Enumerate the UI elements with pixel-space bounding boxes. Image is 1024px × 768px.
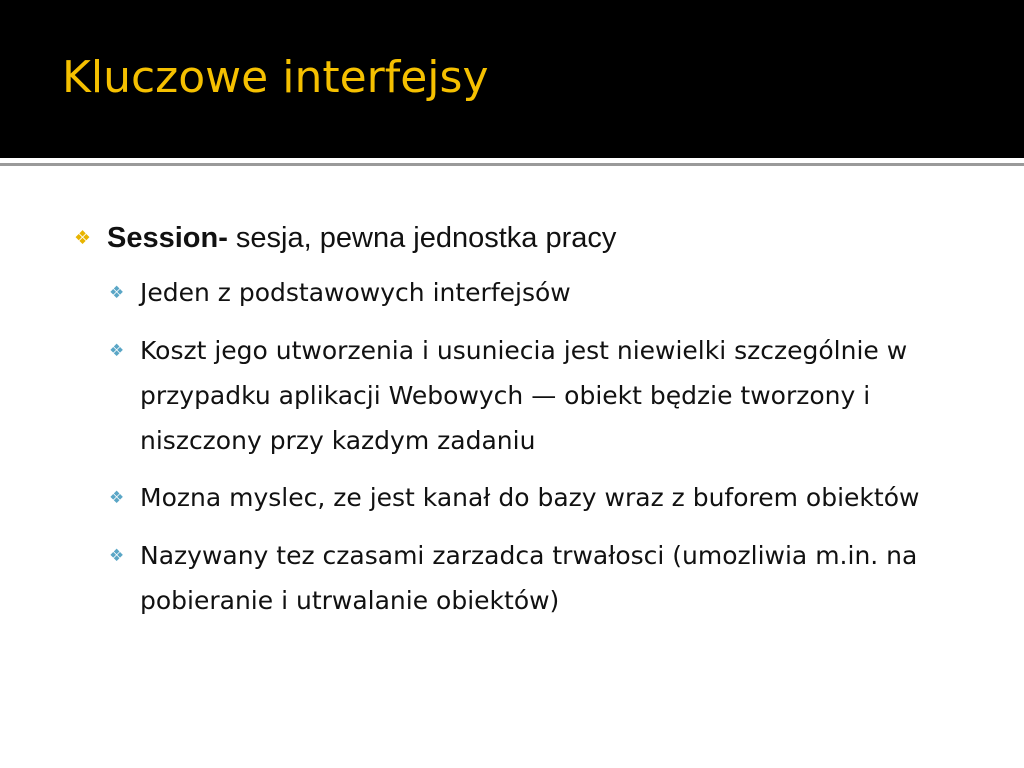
bullet-term: Session- <box>107 222 228 254</box>
slide-content <box>74 216 974 635</box>
divider-line <box>0 158 1024 161</box>
bullet-level1 <box>74 216 974 260</box>
diamond-bullet-icon: ❖ <box>109 341 125 361</box>
diamond-bullet-icon: ❖ <box>109 283 125 303</box>
divider-line-shadow <box>0 163 1024 166</box>
diamond-bullet-icon: ❖ <box>109 488 125 508</box>
bullet-text <box>107 216 616 260</box>
bullet-text: Mozna myslec, ze jest kanał do bazy wraz z buforem obiektów <box>140 483 920 512</box>
bullet-text: Jeden z podstawowych interfejsów <box>140 278 571 307</box>
title-bar <box>0 0 1024 158</box>
bullet-level2 <box>109 475 974 521</box>
diamond-bullet-icon: ❖ <box>109 546 125 566</box>
bullet-level2 <box>109 533 974 623</box>
bullet-text: Koszt jego utworzenia i usuniecia jest niewielki szczególnie w przypadku aplikacji Webowych — obiekt będzie tworzony i niszczony przy kazdym zadaniu <box>140 336 908 455</box>
bullet-text: Nazywany tez czasami zarzadca trwałosci (umozliwia m.in. na pobieranie i utrwalanie obiektów) <box>140 541 918 615</box>
bullet-level2 <box>109 270 974 316</box>
diamond-bullet-icon: ❖ <box>74 227 92 249</box>
slide-title: Kluczowe interfejsy <box>62 52 489 103</box>
bullet-level2 <box>109 328 974 463</box>
bullet-description: sesja, pewna jednostka pracy <box>227 222 617 254</box>
